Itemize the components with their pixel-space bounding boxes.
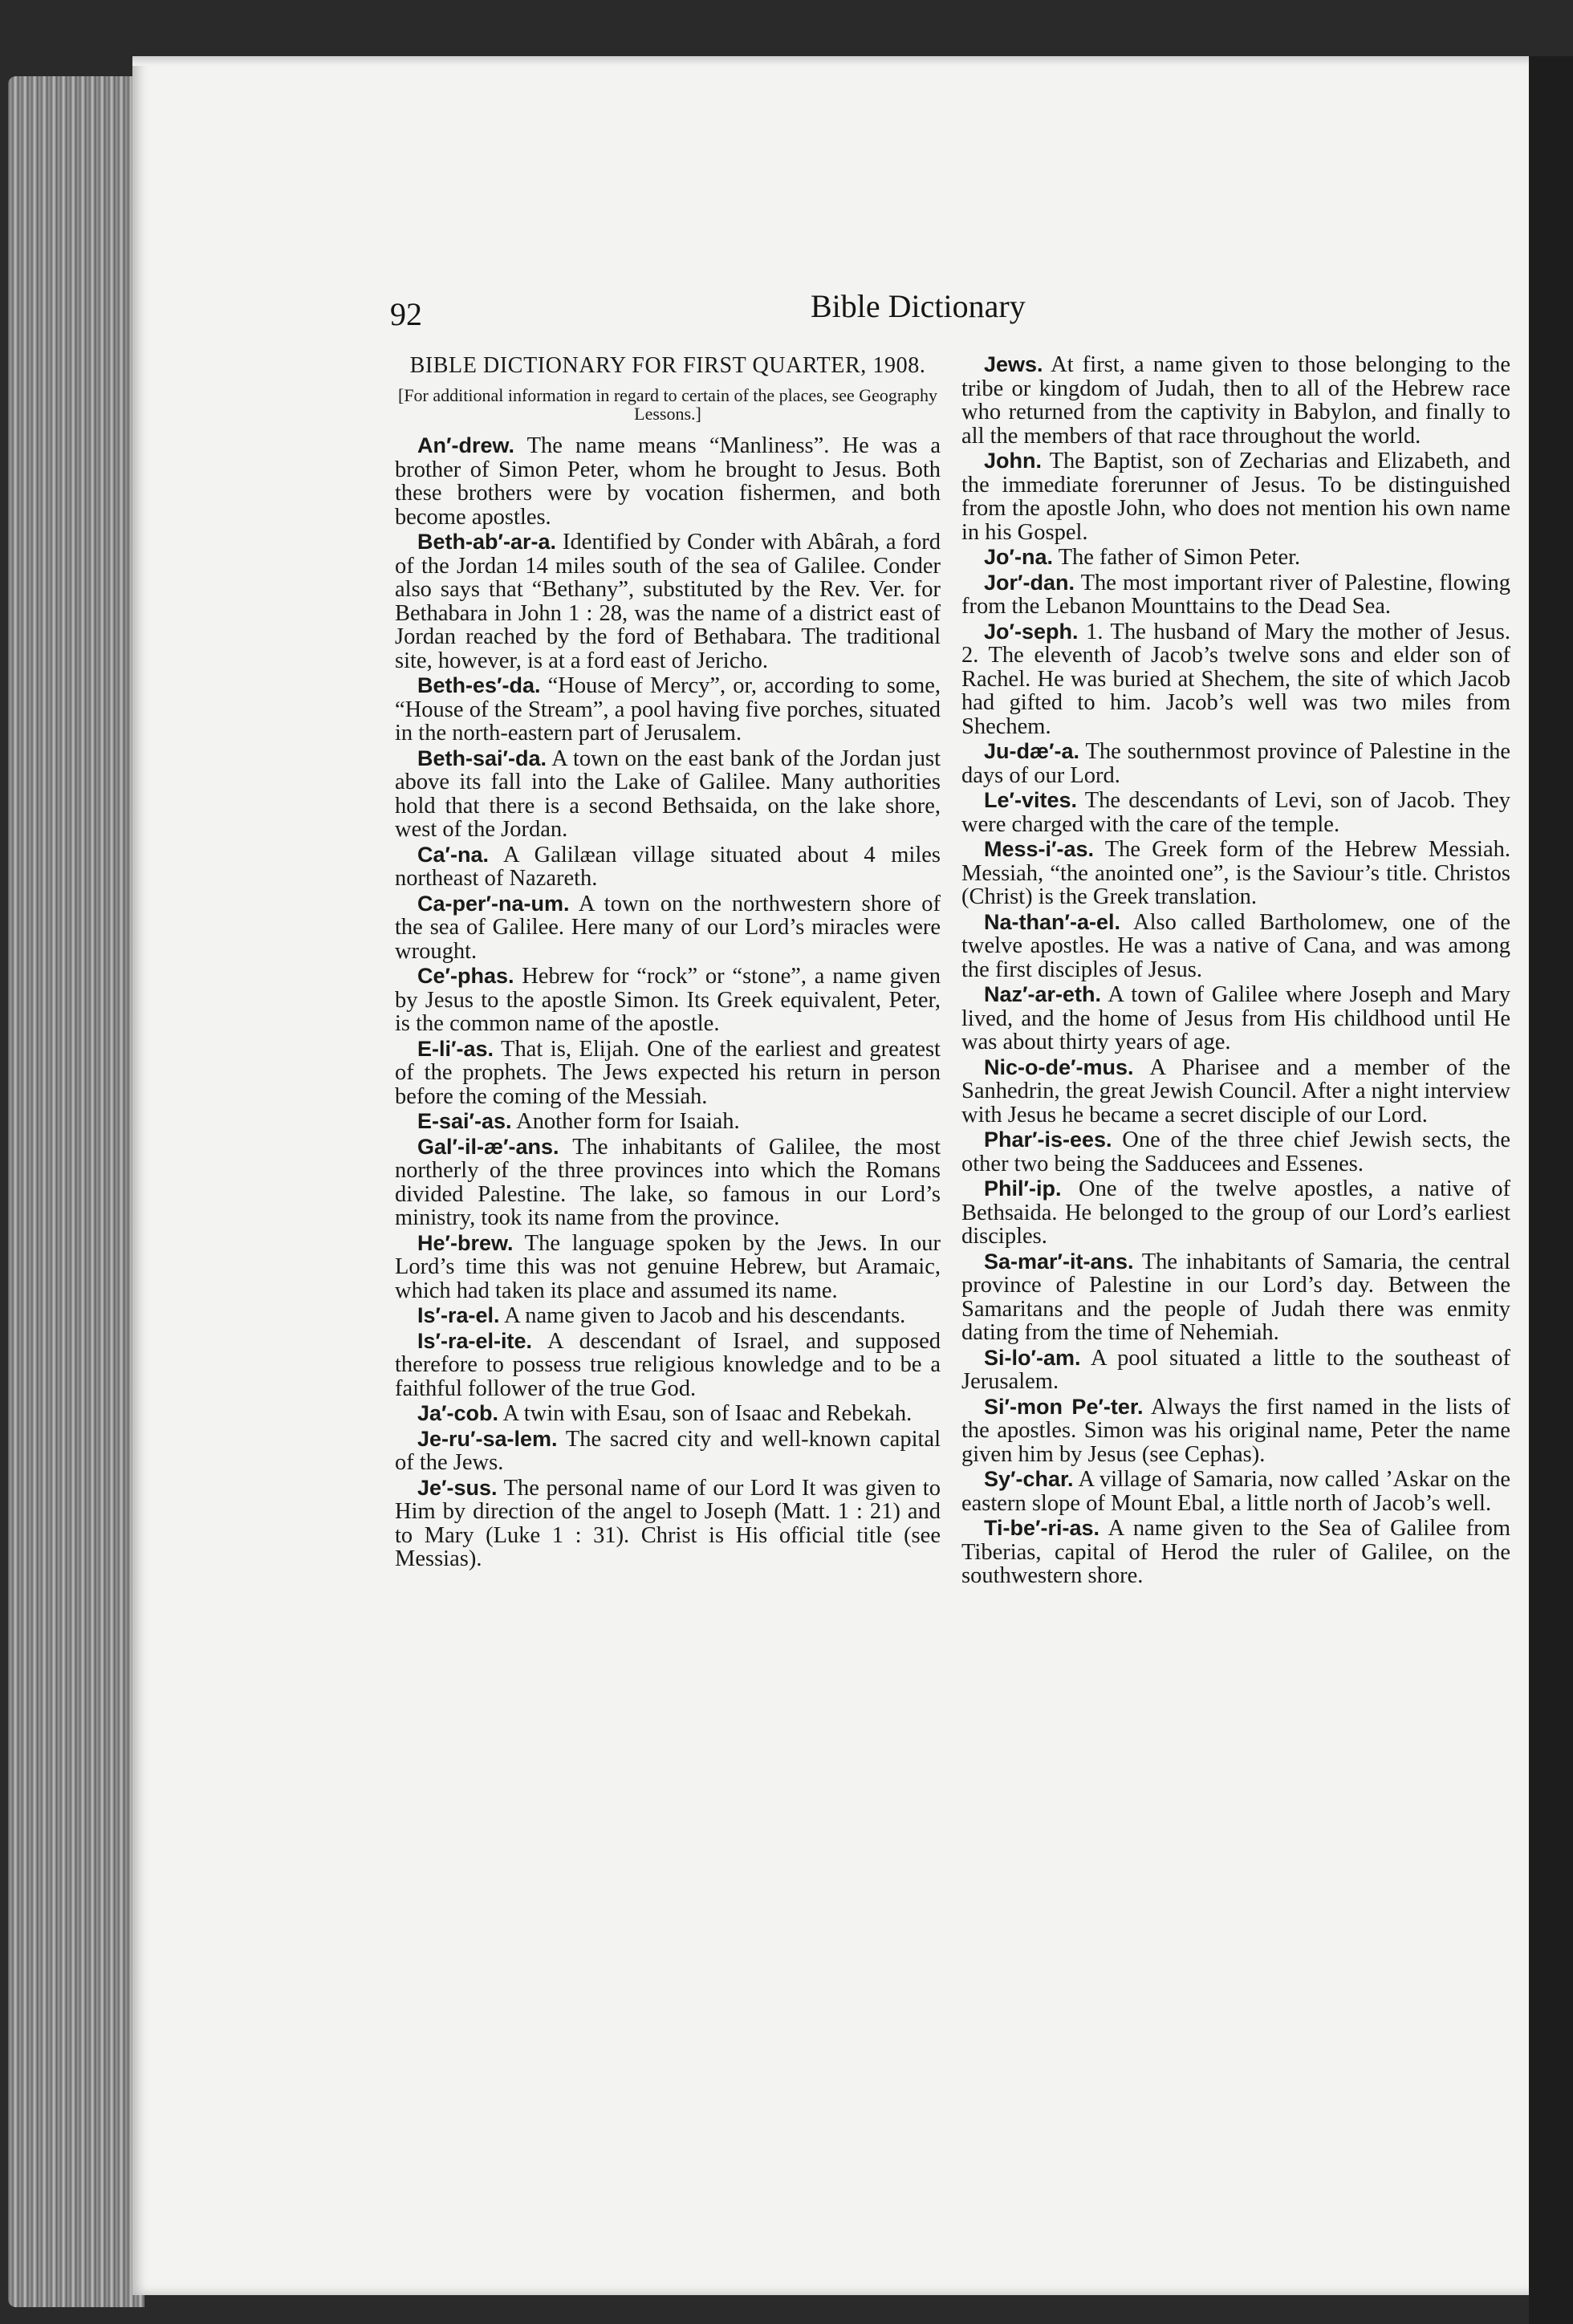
- dictionary-entry: [961, 1056, 1510, 1127]
- entry-term: Phar′-is-ees.: [984, 1127, 1112, 1152]
- dictionary-entry: [961, 1128, 1510, 1176]
- entry-definition: The Baptist, son of Zecharias and Elizabeth, and the immediate forerunner of Jesus. To be distinguished from the apostle John, who does not mention his own name in his Gospel.: [961, 449, 1510, 545]
- entry-definition: The language spoken by the Jews. In our Lord’s time this was not genuine Hebrew, but Aramaic, which had taken its place and assumed its name.: [395, 1230, 941, 1303]
- dictionary-entry: [395, 434, 941, 529]
- page-number: 92: [390, 296, 422, 332]
- entry-term: Ja′-cob.: [417, 1401, 498, 1425]
- entry-definition: The southernmost province of Palestine in the days of our Lord.: [961, 739, 1510, 788]
- entry-definition: The most important river of Palestine, flowing from the Lebanon Mounttains to the Dead Sea.: [961, 570, 1510, 619]
- entry-term: Beth-ab′-ar-a.: [417, 530, 556, 554]
- entry-term: Je′-sus.: [417, 1475, 498, 1500]
- dictionary-entry: [395, 965, 941, 1036]
- entry-definition: A descendant of Israel, and supposed therefore to possess true religious knowledge and to be a faithful follower of the true God.: [395, 1328, 941, 1401]
- dictionary-entry: [961, 789, 1510, 836]
- entry-term: Jo′-seph.: [984, 619, 1079, 644]
- entry-term: He′-brew.: [417, 1230, 514, 1255]
- entry-definition: A name given to Jacob and his descendants.: [504, 1303, 906, 1328]
- right-entry-list: [961, 353, 1510, 1588]
- dictionary-entry: [961, 740, 1510, 787]
- dictionary-entry: [395, 843, 941, 891]
- dictionary-entry: [961, 353, 1510, 448]
- entry-definition: A town of Galilee where Joseph and Mary lived, and the home of Jesus from His childhood until He was about thirty years of age.: [961, 982, 1510, 1054]
- dictionary-entry: [961, 546, 1510, 570]
- entry-term: Ju-dæ′-a.: [984, 739, 1079, 763]
- dictionary-entry: [961, 1250, 1510, 1345]
- left-column: [395, 353, 941, 1573]
- entry-term: Beth-es′-da.: [417, 673, 541, 697]
- running-title: Bible Dictionary: [811, 288, 1026, 324]
- right-margin-shadow: [1529, 56, 1573, 2324]
- entry-term: Nic-o-de′-mus.: [984, 1054, 1134, 1079]
- entry-term: Ca-per′-na-um.: [417, 891, 570, 916]
- entry-term: Jo′-na.: [984, 545, 1053, 569]
- entry-definition: Another form for Isaiah.: [516, 1109, 740, 1134]
- entry-definition: One of the twelve apostles, a native of Bethsaida. He belonged to the group of our Lord’s earliest disciples.: [961, 1176, 1511, 1249]
- dictionary-entry: [961, 1177, 1510, 1249]
- dictionary-entry: [395, 1136, 941, 1230]
- entry-definition: Also called Bartholomew, one of the twelve apostles. He was a native of Cana, and was among the first disciples of Jesus.: [961, 909, 1510, 982]
- entry-term: Je-ru′-sa-lem.: [417, 1426, 558, 1451]
- page-header: [0, 287, 1573, 335]
- entry-definition: 1. The husband of Mary the mother of Jesus. 2. The eleventh of Jacob’s twelve sons and elder son of Rachel. He was buried at Shechem, the site of which Jacob had gifted to him. Jacob’s well was two miles from Shechem.: [961, 619, 1511, 739]
- page-top-shadow: [132, 56, 1533, 66]
- entry-term: E-sai′-as.: [417, 1109, 512, 1133]
- entry-definition: One of the three chief Jewish sects, the other two being the Sadducees and Essenes.: [961, 1127, 1510, 1176]
- entry-definition: A town on the northwestern shore of the sea of Galilee. Here many of our Lord’s miracles were wrought.: [395, 891, 941, 964]
- entry-term: Sa-mar′-it-ans.: [984, 1249, 1134, 1274]
- entry-definition: The inhabitants of Samaria, the central province of Palestine in our Lord’s day. Between the Samaritans and the people of Judah there was enmity dating from the time of Nehemiah.: [961, 1249, 1510, 1345]
- entry-term: Si′-mon Pe′-ter.: [984, 1394, 1144, 1419]
- dictionary-entry: [961, 449, 1510, 544]
- entry-definition: Identified by Conder with Abârah, a ford of the Jordan 14 miles south of the sea of Galilee. Conder also says that “Bethany”, substituted by the Rev. Ver. for Bethabara in John 1 : 28, was the name of a district east of Jordan reached by the ford of Bethabara. The traditional site, however, is at a ford east of Jericho.: [395, 530, 941, 673]
- entry-term: Mess-i′-as.: [984, 837, 1095, 861]
- entry-definition: The sacred city and well-known capital of the Jews.: [395, 1426, 941, 1475]
- entry-definition: A name given to the Sea of Galilee from Tiberias, capital of Herod the ruler of Galilee, on the southwestern shore.: [961, 1516, 1511, 1588]
- dictionary-entry: [395, 1232, 941, 1303]
- left-entry-list: [395, 434, 941, 1571]
- entry-definition: A Galilæan village situated about 4 miles northeast of Nazareth.: [395, 842, 941, 891]
- dictionary-entry: [395, 892, 941, 964]
- book-page-edges: [8, 76, 144, 2307]
- entry-definition: The name means “Manliness”. He was a brother of Simon Peter, whom he brought to Jesus. Both these brothers were by vocation fishermen, and both become apostles.: [395, 433, 941, 530]
- dictionary-entry: [395, 1304, 941, 1328]
- entry-definition: The inhabitants of Galilee, the most northerly of the three provinces into which the Romans divided Palestine. The lake, so famous in our Lord’s ministry, took its name from the province.: [395, 1134, 941, 1230]
- entry-term: Na-than′-a-el.: [984, 909, 1120, 934]
- entry-definition: A twin with Esau, son of Isaac and Rebekah.: [502, 1401, 913, 1426]
- entry-term: Sy′-char.: [984, 1467, 1074, 1491]
- section-title: BIBLE DICTIONARY FOR FIRST QUARTER, 1908.: [409, 353, 926, 378]
- entry-term: Ce′-phas.: [417, 964, 514, 988]
- entry-definition: The Greek form of the Hebrew Messiah. Messiah, “the anointed one”, is the Saviour’s title. Christos (Christ) is the Greek translation.: [961, 837, 1510, 909]
- right-column: [961, 353, 1510, 1590]
- entry-definition: A Pharisee and a member of the Sanhedrin, the great Jewish Council. After a night interview with Jesus he became a secret disciple of our Lord.: [961, 1054, 1510, 1127]
- dictionary-entry: [395, 1402, 941, 1426]
- entry-definition: “House of Mercy”, or, according to some, “House of the Stream”, a pool having five porches, situated in the north-eastern part of Jerusalem.: [395, 673, 941, 746]
- entry-definition: A town on the east bank of the Jordan just above its fall into the Lake of Galilee. Many authorities hold that there is a second Bethsaida, on the lake shore, west of the Jordan.: [395, 746, 941, 842]
- entry-term: Is′-ra-el-ite.: [417, 1328, 533, 1353]
- dictionary-entry: [961, 911, 1510, 982]
- entry-definition: The father of Simon Peter.: [1058, 545, 1301, 570]
- entry-term: Gal′-il-æ′-ans.: [417, 1134, 559, 1159]
- entry-term: Jews.: [984, 352, 1043, 376]
- dictionary-entry: [961, 1468, 1510, 1515]
- entry-term: Jor′-dan.: [984, 570, 1075, 595]
- dictionary-entry: [961, 620, 1510, 739]
- entry-definition: At first, a name given to those belonging to the tribe or kingdom of Judah, then to all of the Hebrew race who returned from the captivity in Babylon, and finally to all the members of that race throughout the world.: [961, 352, 1510, 449]
- section-note: [For additional information in regard to certain of the places, see Geography Lessons.]: [398, 385, 937, 424]
- dictionary-entry: [395, 1110, 941, 1134]
- dictionary-entry: [961, 838, 1510, 909]
- dictionary-entry: [395, 1038, 941, 1109]
- entry-term: Beth-sai′-da.: [417, 746, 547, 770]
- dictionary-entry: [961, 1347, 1510, 1394]
- dictionary-entry: [395, 747, 941, 842]
- entry-term: Si-lo′-am.: [984, 1345, 1081, 1370]
- entry-term: Phil′-ip.: [984, 1176, 1062, 1201]
- dictionary-entry: [961, 1517, 1510, 1588]
- entry-term: Naz′-ar-eth.: [984, 982, 1101, 1006]
- entry-definition: A village of Samaria, now called ’Askar on the eastern slope of Mount Ebal, a little north of Jacob’s well.: [961, 1467, 1510, 1516]
- entry-term: Is′-ra-el.: [417, 1303, 500, 1327]
- entry-definition: Always the first named in the lists of the apostles. Simon was his original name, Peter the name given him by Jesus (see Cephas).: [961, 1394, 1510, 1467]
- dictionary-entry: [395, 674, 941, 746]
- entry-definition: A pool situated a little to the southeast of Jerusalem.: [961, 1345, 1510, 1394]
- dictionary-entry: [961, 1396, 1510, 1467]
- entry-term: E-li′-as.: [417, 1036, 494, 1061]
- entry-term: An′-drew.: [417, 433, 514, 457]
- dictionary-entry: [961, 571, 1510, 619]
- dictionary-entry: [395, 1477, 941, 1571]
- entry-definition: Hebrew for “rock” or “stone”, a name given by Jesus to the apostle Simon. Its Greek equivalent, Peter, is the common name of the apostle.: [395, 964, 941, 1036]
- entry-term: John.: [984, 449, 1042, 473]
- entry-term: Ti-be′-ri-as.: [984, 1516, 1100, 1540]
- dictionary-entry: [395, 1330, 941, 1401]
- entry-definition: The descendants of Levi, son of Jacob. They were charged with the care of the temple.: [961, 788, 1510, 837]
- entry-definition: The personal name of our Lord It was given to Him by direction of the angel to Joseph (Matt. 1 : 21) and to Mary (Luke 1 : 31). Christ is His official title (see Messias).: [395, 1475, 941, 1571]
- dictionary-entry: [961, 983, 1510, 1054]
- dictionary-entry: [395, 1428, 941, 1475]
- entry-term: Le′-vites.: [984, 788, 1078, 812]
- dictionary-entry: [395, 530, 941, 672]
- entry-term: Ca′-na.: [417, 842, 489, 867]
- entry-definition: That is, Elijah. One of the earliest and greatest of the prophets. The Jews expected his return in person before the coming of the Messiah.: [395, 1036, 941, 1109]
